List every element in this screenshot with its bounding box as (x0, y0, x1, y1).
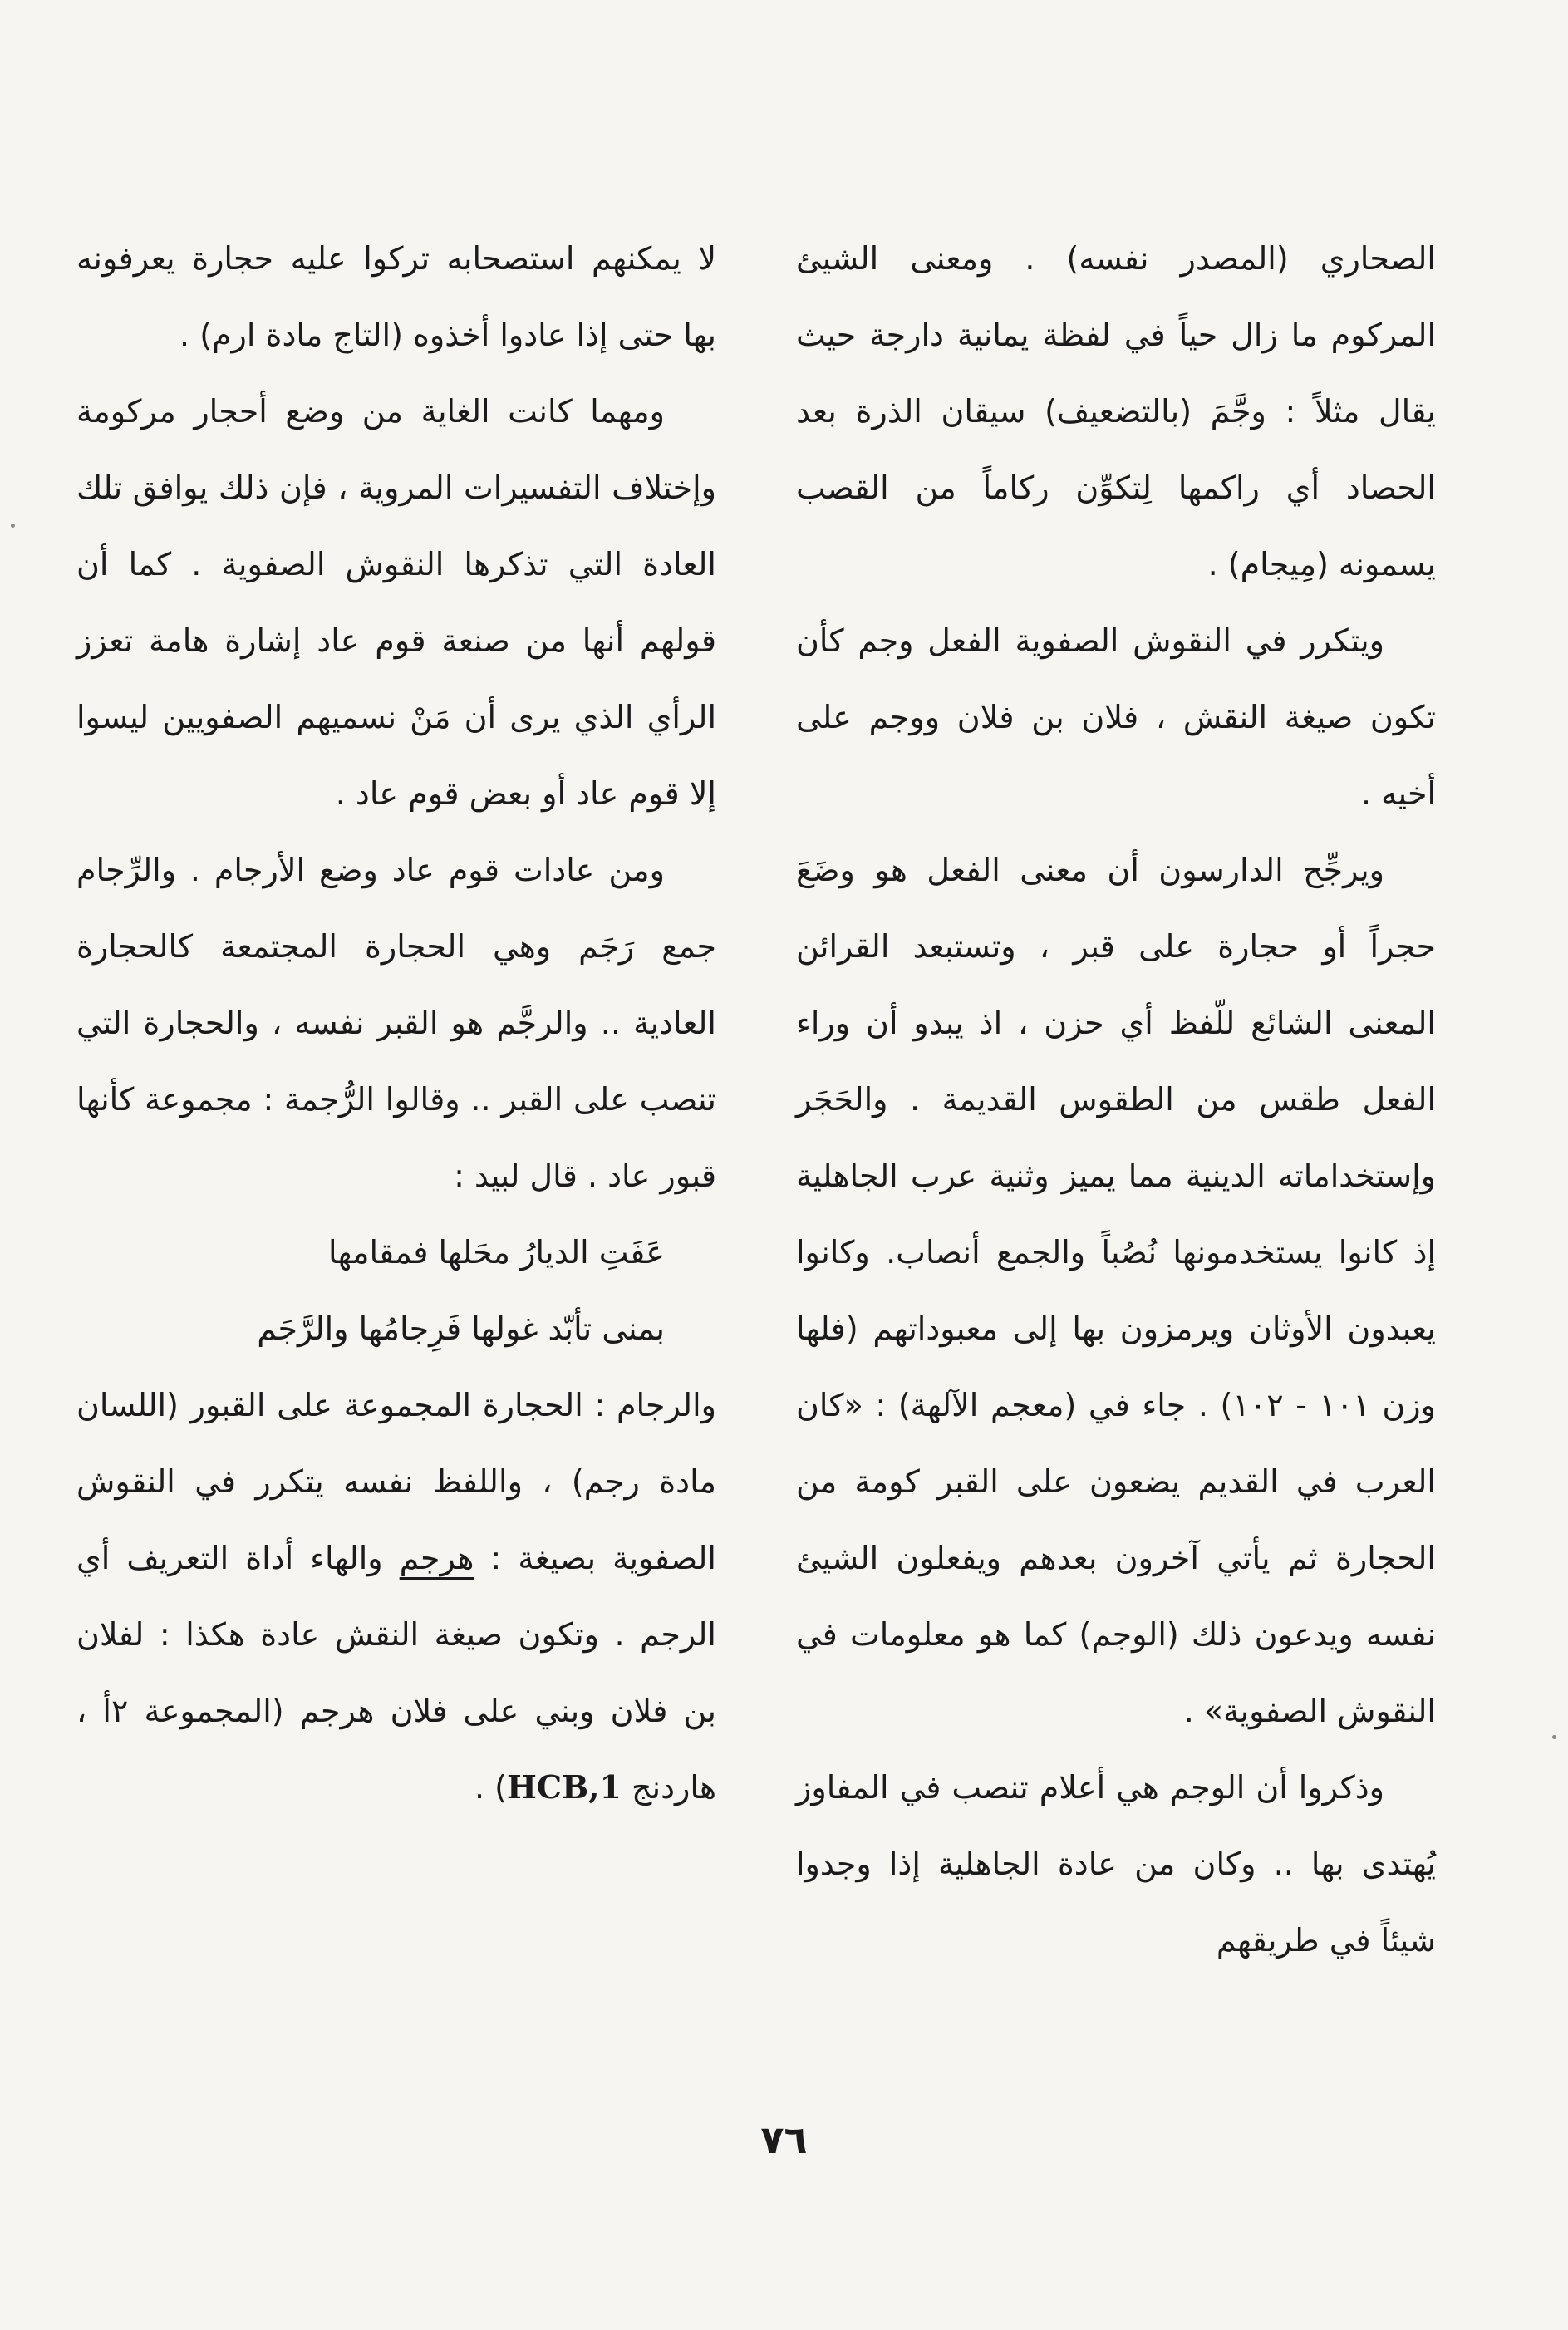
left-text-column (76, 220, 716, 1826)
right-text-column (796, 220, 1436, 1979)
paragraph (76, 1367, 716, 1826)
paragraph-text: والهاء أداة التعريف أي الرجم . وتكون صيغة النقش عادة هكذا : لفلان بن فلان وبني على فلان هرجم (المجموعة ٢أ ، هاردنج (76, 1540, 716, 1806)
paragraph: وذكروا أن الوجم هي أعلام تنصب في المفاوز يُهتدى بها .. وكان من عادة الجاهلية إذا وجدوا شيئاً في طريقهم (796, 1769, 1436, 1959)
scan-speck (11, 524, 15, 528)
paragraph: ويرجِّح الدارسون أن معنى الفعل هو وضَعَ حجراً أو حجارة على قبر ، وتستبعد القرائن المعنى الشائع للّفظ أي حزن ، اذ يبدو أن وراء الفعل طقس من الطقوس القديمة . والحَجَر وإستخداماته الدينية مما يميز وثنية عرب الجاهلية إذ كانوا يستخدمونها نُصُباً والجمع أنصاب. وكانوا يعبدون الأوثان ويرمزون بها إلى معبوداتهم (فلها وزن ١٠١ - ١٠٢) . جاء في (معجم الآلهة) : «كان العرب في القديم يضعون على القبر كومة من الحجارة ثم يأتي آخرون بعدهم ويفعلون الشيئ نفسه ويدعون ذلك (الوجم) كما هو معلومات في النقوش الصفوية» . (796, 852, 1436, 1729)
paragraph: ومن عادات قوم عاد وضع الأرجام . والرِّجام جمع رَجَم وهي الحجارة المجتمعة كالحجارة العادية .. والرجَّم هو القبر نفسه ، والحجارة التي تنصب على القبر .. وقالوا الرُّجمة : مجموعة كأنها قبور عاد . قال لبيد : (76, 852, 716, 1194)
paragraph-text: والرجام : الحجارة المجموعة على القبور (اللسان مادة رجم) ، واللفظ نفسه يتكرر في النقوش الصفوية بصيغة : (76, 1387, 716, 1576)
paragraph: الصحاري (المصدر نفسه) . ومعنى الشيئ المركوم ما زال حياً في لفظة يمانية دارجة حيث يقال مثلاً : وجَّمَ (بالتضعيف) سيقان الذرة بعد الحصاد أي راكمها لِتكوِّن ركاماً من القصب يسمونه (مِيجام) . (796, 240, 1436, 582)
paragraph: ويتكرر في النقوش الصفوية الفعل وجم كأن تكون صيغة النقش ، فلان بن فلان ووجم على أخيه . (796, 622, 1436, 812)
poem-verse-second-hemistich: بمنى تأبّد غولها فَرِجامُها والرَّجَم (257, 1310, 665, 1347)
paragraph: ومهما كانت الغاية من وضع أحجار مركومة وإختلاف التفسيرات المروية ، فإن ذلك يوافق تلك العادة التي تذكرها النقوش الصفوية . كما أن قولهم أنها من صنعة قوم عاد إشارة هامة تعزز الرأي الذي يرى أن مَنْ نسميهم الصفويين ليسوا إلا قوم عاد أو بعض قوم عاد . (76, 393, 716, 812)
underlined-term: هرجم (399, 1540, 474, 1576)
poem-verse-first-hemistich: عَفَتِ الديارُ محَلها فمقامها (328, 1234, 665, 1271)
page-number: ٧٦ (760, 2117, 808, 2162)
latin-reference: HCB,1 (506, 1768, 622, 1806)
scan-speck (1552, 1735, 1556, 1739)
paragraph-text: ) . (474, 1769, 507, 1806)
paragraph: لا يمكنهم استصحابه تركوا عليه حجارة يعرفونه بها حتى إذا عادوا أخذوه (التاج مادة ارم) . (76, 240, 716, 353)
